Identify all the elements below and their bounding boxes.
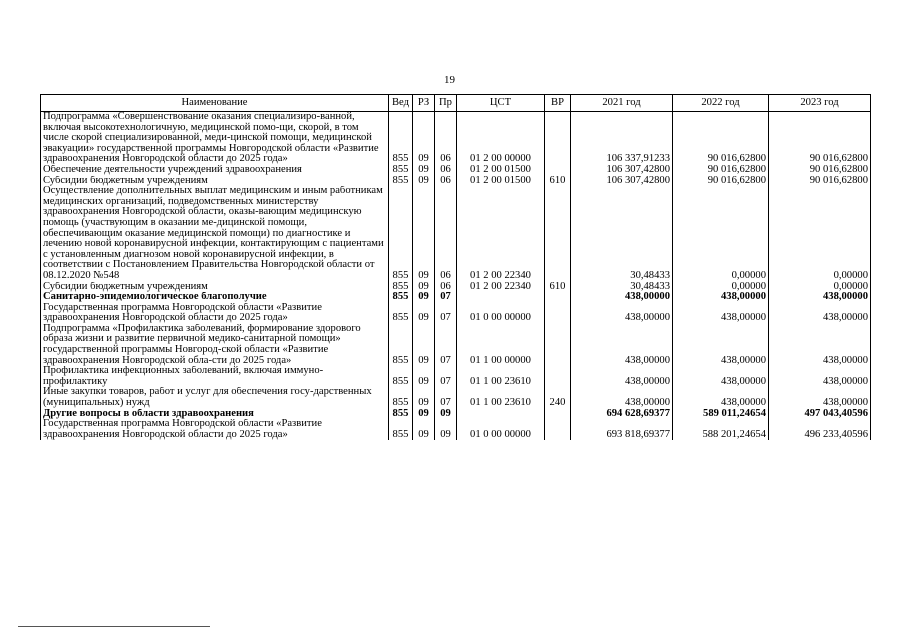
cell-ved: 855: [389, 282, 413, 293]
cell-rz: 09: [413, 419, 435, 440]
cell-name: Профилактика инфекционных заболеваний, включая иммуно-профилактику: [41, 366, 389, 387]
cell-rz: 09: [413, 387, 435, 408]
cell-name: Подпрограмма «Совершенствование оказания специализиро-ванной, включая высокотехнологичную, медицинской помо-щи, скорой, в том числе скорой специализированной, меди-цинской помощи, медицинской эвакуации» государственной программы Новгородской области «Развитие здравоохранения Новгородской области до 2025 года»: [41, 112, 389, 165]
cell-pr: 07: [435, 324, 457, 366]
cell-2021: 438,00000: [571, 387, 673, 408]
cell-cst: 01 1 00 00000: [457, 324, 545, 366]
cell-2023: 438,00000: [769, 303, 871, 324]
cell-pr: 06: [435, 282, 457, 293]
cell-2022: 438,00000: [673, 292, 769, 303]
cell-2023: 90 016,62800: [769, 165, 871, 176]
cell-cst: 01 2 00 22340: [457, 186, 545, 281]
cell-ved: 855: [389, 292, 413, 303]
header-2023: 2023 год: [769, 95, 871, 112]
cell-rz: 09: [413, 324, 435, 366]
cell-2023: 0,00000: [769, 282, 871, 293]
cell-name: Обеспечение деятельности учреждений здравоохранения: [41, 165, 389, 176]
cell-name: Осуществление дополнительных выплат медицинским и иным работникам медицинских организаций, подведомственных министерству здравоохранения Новгородской области, оказы-вающим медицинскую помощь (участвующим в оказании ме-дицинской помощи, обеспечивающим оказание медицинской помощи) по диагностике и лечению новой коронавирусной инфекции, контактирующим с пациентами с установленным диагнозом новой коронавирусной инфекции, в соответствии с Постановлением Правительства Новгородской области от 08.12.2020 №548: [41, 186, 389, 281]
cell-2021: 438,00000: [571, 366, 673, 387]
table-row: [41, 112, 871, 165]
cell-2021: 694 628,69377: [571, 409, 673, 420]
cell-vr: [545, 186, 571, 281]
cell-2022: 438,00000: [673, 387, 769, 408]
table-row: [41, 176, 871, 187]
cell-ved: 855: [389, 176, 413, 187]
table-row: [41, 165, 871, 176]
cell-pr: 07: [435, 292, 457, 303]
cell-name: Иные закупки товаров, работ и услуг для обеспечения госу-дарственных (муниципальных) нужд: [41, 387, 389, 408]
cell-2021: 438,00000: [571, 303, 673, 324]
cell-rz: 09: [413, 282, 435, 293]
cell-name: Подпрограмма «Профилактика заболеваний, формирование здорового образа жизни и развитие первичной медико-санитарной помощи» государственной программы Новгород-ской области «Развитие здравоохранения Новгородской обла-сти до 2025 года»: [41, 324, 389, 366]
table-row: [41, 324, 871, 366]
cell-pr: 06: [435, 112, 457, 165]
cell-2023: 438,00000: [769, 324, 871, 366]
cell-rz: 09: [413, 303, 435, 324]
cell-2022: 0,00000: [673, 186, 769, 281]
cell-vr: [545, 292, 571, 303]
cell-2023: 438,00000: [769, 292, 871, 303]
cell-ved: 855: [389, 303, 413, 324]
cell-pr: 07: [435, 366, 457, 387]
table-row: [41, 282, 871, 293]
cell-2023: 90 016,62800: [769, 176, 871, 187]
cell-rz: 09: [413, 292, 435, 303]
cell-2021: 106 307,42800: [571, 176, 673, 187]
cell-2023: 496 233,40596: [769, 419, 871, 440]
cell-name: Субсидии бюджетным учреждениям: [41, 176, 389, 187]
cell-name: Другие вопросы в области здравоохранения: [41, 409, 389, 420]
cell-rz: 09: [413, 165, 435, 176]
header-rz: РЗ: [413, 95, 435, 112]
cell-2022: 438,00000: [673, 303, 769, 324]
cell-2022: 438,00000: [673, 366, 769, 387]
cell-2022: 90 016,62800: [673, 165, 769, 176]
cell-ved: 855: [389, 112, 413, 165]
cell-ved: 855: [389, 165, 413, 176]
table-row: [41, 303, 871, 324]
cell-ved: 855: [389, 366, 413, 387]
header-pr: Пр: [435, 95, 457, 112]
footer-divider: [18, 626, 210, 627]
cell-cst: 01 1 00 23610: [457, 387, 545, 408]
cell-2023: 0,00000: [769, 186, 871, 281]
cell-ved: 855: [389, 387, 413, 408]
table-row: [41, 366, 871, 387]
cell-vr: 240: [545, 387, 571, 408]
cell-pr: 07: [435, 303, 457, 324]
budget-table: [40, 94, 871, 440]
cell-2023: 438,00000: [769, 387, 871, 408]
cell-2022: 588 201,24654: [673, 419, 769, 440]
cell-rz: 09: [413, 409, 435, 420]
table-row: [41, 409, 871, 420]
cell-vr: [545, 324, 571, 366]
cell-name: Государственная программа Новгородской области «Развитие здравоохранения Новгородской области до 2025 года»: [41, 303, 389, 324]
cell-cst: [457, 292, 545, 303]
cell-vr: [545, 165, 571, 176]
table-row: [41, 292, 871, 303]
cell-2021: 693 818,69377: [571, 419, 673, 440]
cell-2023: 497 043,40596: [769, 409, 871, 420]
cell-2021: 438,00000: [571, 324, 673, 366]
cell-2022: 0,00000: [673, 282, 769, 293]
header-2021: 2021 год: [571, 95, 673, 112]
table-body: [41, 112, 871, 441]
cell-vr: 610: [545, 282, 571, 293]
cell-pr: 07: [435, 387, 457, 408]
header-cst: ЦСТ: [457, 95, 545, 112]
cell-cst: [457, 409, 545, 420]
cell-cst: 01 2 00 01500: [457, 176, 545, 187]
cell-ved: 855: [389, 186, 413, 281]
cell-pr: 06: [435, 186, 457, 281]
cell-vr: [545, 419, 571, 440]
cell-2021: 30,48433: [571, 282, 673, 293]
cell-pr: 09: [435, 409, 457, 420]
cell-2023: 438,00000: [769, 366, 871, 387]
cell-pr: 06: [435, 165, 457, 176]
table-row: [41, 419, 871, 440]
cell-2021: 438,00000: [571, 292, 673, 303]
cell-cst: 01 2 00 01500: [457, 165, 545, 176]
header-name: Наименование: [41, 95, 389, 112]
cell-ved: 855: [389, 419, 413, 440]
cell-vr: 610: [545, 176, 571, 187]
cell-2022: 90 016,62800: [673, 112, 769, 165]
cell-cst: 01 2 00 00000: [457, 112, 545, 165]
cell-vr: [545, 303, 571, 324]
cell-2022: 438,00000: [673, 324, 769, 366]
cell-ved: 855: [389, 324, 413, 366]
cell-vr: [545, 366, 571, 387]
cell-rz: 09: [413, 112, 435, 165]
cell-2021: 106 307,42800: [571, 165, 673, 176]
cell-2021: 106 337,91233: [571, 112, 673, 165]
cell-2023: 90 016,62800: [769, 112, 871, 165]
cell-2022: 589 011,24654: [673, 409, 769, 420]
table-row: [41, 387, 871, 408]
cell-rz: 09: [413, 366, 435, 387]
cell-name: Санитарно-эпидемиологическое благополучие: [41, 292, 389, 303]
cell-vr: [545, 112, 571, 165]
header-2022: 2022 год: [673, 95, 769, 112]
cell-rz: 09: [413, 176, 435, 187]
header-ved: Вед: [389, 95, 413, 112]
cell-cst: 01 2 00 22340: [457, 282, 545, 293]
cell-pr: 09: [435, 419, 457, 440]
cell-name: Субсидии бюджетным учреждениям: [41, 282, 389, 293]
cell-cst: 01 1 00 23610: [457, 366, 545, 387]
cell-pr: 06: [435, 176, 457, 187]
cell-rz: 09: [413, 186, 435, 281]
cell-vr: [545, 409, 571, 420]
cell-2022: 90 016,62800: [673, 176, 769, 187]
table-row: [41, 186, 871, 281]
cell-name: Государственная программа Новгородской области «Развитие здравоохранения Новгородской области до 2025 года»: [41, 419, 389, 440]
header-vr: ВР: [545, 95, 571, 112]
page-number: 19: [444, 74, 455, 86]
cell-cst: 01 0 00 00000: [457, 303, 545, 324]
cell-cst: 01 0 00 00000: [457, 419, 545, 440]
cell-ved: 855: [389, 409, 413, 420]
table-header-row: [41, 95, 871, 112]
cell-2021: 30,48433: [571, 186, 673, 281]
